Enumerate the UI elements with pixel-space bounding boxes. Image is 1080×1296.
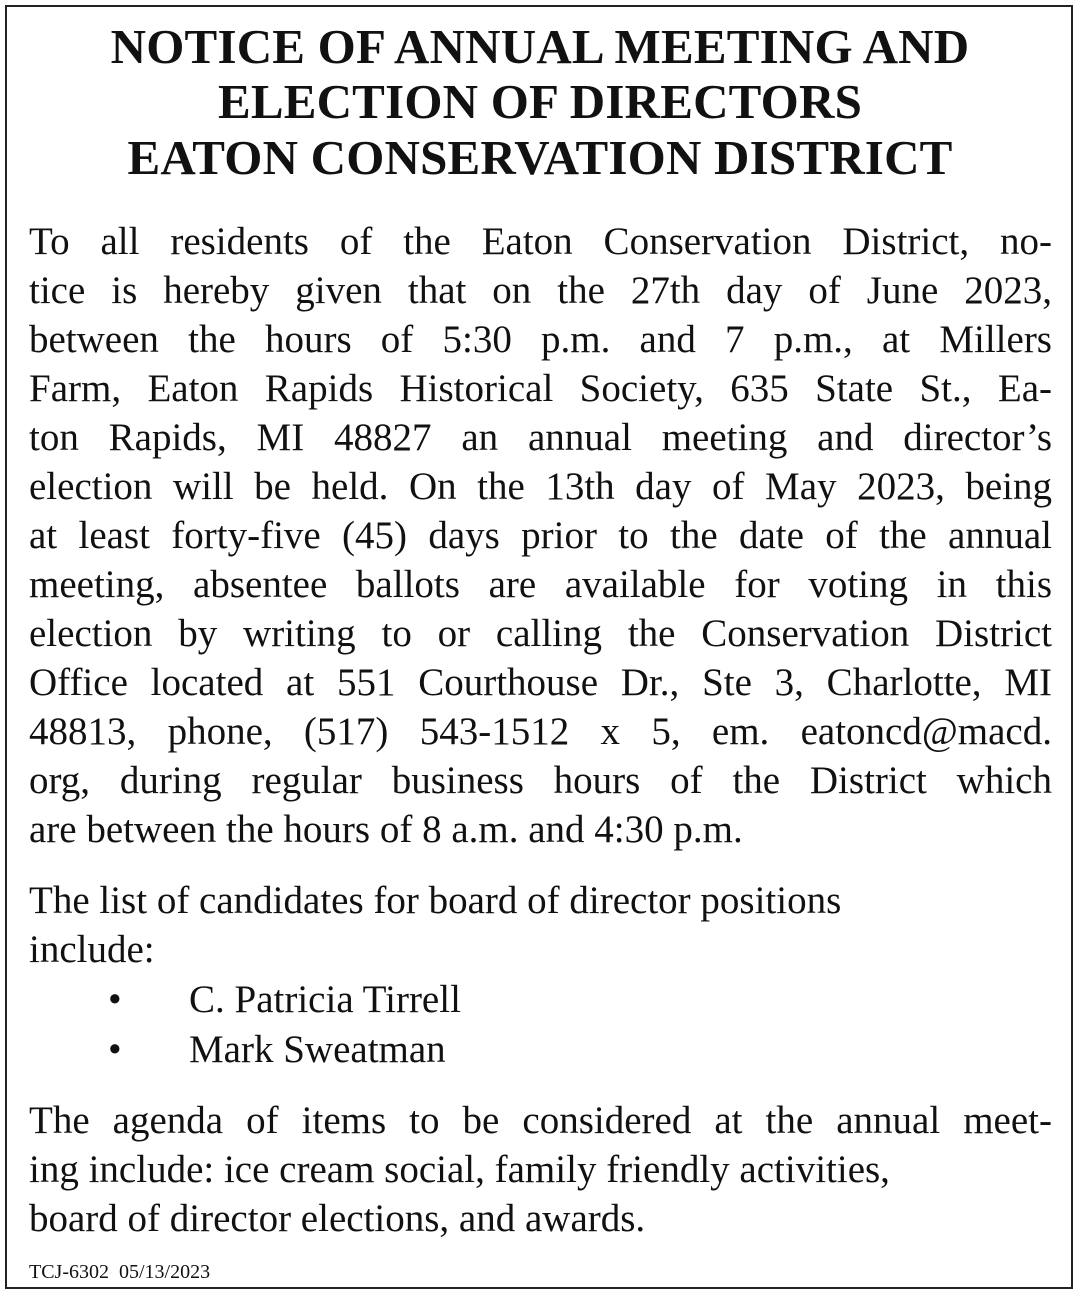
paragraph1-line: meeting, absentee ballots are available for voting in this	[29, 563, 1052, 606]
paragraph2-line: The list of candidates for board of director positions	[29, 879, 842, 922]
notice-title-line-2: ELECTION OF DIRECTORS	[217, 74, 863, 129]
paragraph2-line: include:	[29, 928, 155, 971]
candidate-name: Mark Sweatman	[189, 1028, 446, 1071]
bullet-icon: •	[108, 1028, 122, 1071]
paragraph3-line: board of director elections, and awards.	[29, 1197, 646, 1240]
notice-title-line-3: EATON CONSERVATION DISTRICT	[127, 130, 953, 185]
paragraph1-line: org, during regular business hours of the District which	[29, 759, 1052, 802]
paragraph1-line: ton Rapids, MI 48827 an annual meeting and director’s	[29, 416, 1052, 459]
paragraph1-line: To all residents of the Eaton Conservation District, no-	[29, 220, 1052, 263]
bullet-icon: •	[108, 978, 122, 1021]
paragraph1-line: are between the hours of 8 a.m. and 4:30 p.m.	[29, 808, 743, 851]
notice-title-line-1: NOTICE OF ANNUAL MEETING AND	[110, 19, 970, 74]
paragraph1-line: between the hours of 5:30 p.m. and 7 p.m., at Millers	[29, 318, 1052, 361]
paragraph1-line: 48813, phone, (517) 543-1512 x 5, em. eatoncd@macd.	[29, 710, 1052, 753]
paragraph3-line: The agenda of items to be considered at the annual meet-	[29, 1099, 1052, 1142]
paragraph1-line: election by writing to or calling the Conservation District	[29, 612, 1052, 655]
paragraph1-line: election will be held. On the 13th day of May 2023, being	[29, 465, 1052, 508]
paragraph1-line: Office located at 551 Courthouse Dr., Ste 3, Charlotte, MI	[29, 661, 1052, 704]
candidate-name: C. Patricia Tirrell	[189, 978, 461, 1021]
paragraph3-line: ing include: ice cream social, family friendly activities,	[29, 1148, 890, 1191]
paragraph1-line: at least forty-five (45) days prior to the date of the annual	[29, 514, 1052, 557]
paragraph1-line: tice is hereby given that on the 27th day of June 2023,	[29, 269, 1052, 312]
notice-footer-id-date: TCJ-6302 05/13/2023	[29, 1261, 211, 1283]
paragraph1-line: Farm, Eaton Rapids Historical Society, 635 State St., Ea-	[29, 367, 1052, 410]
